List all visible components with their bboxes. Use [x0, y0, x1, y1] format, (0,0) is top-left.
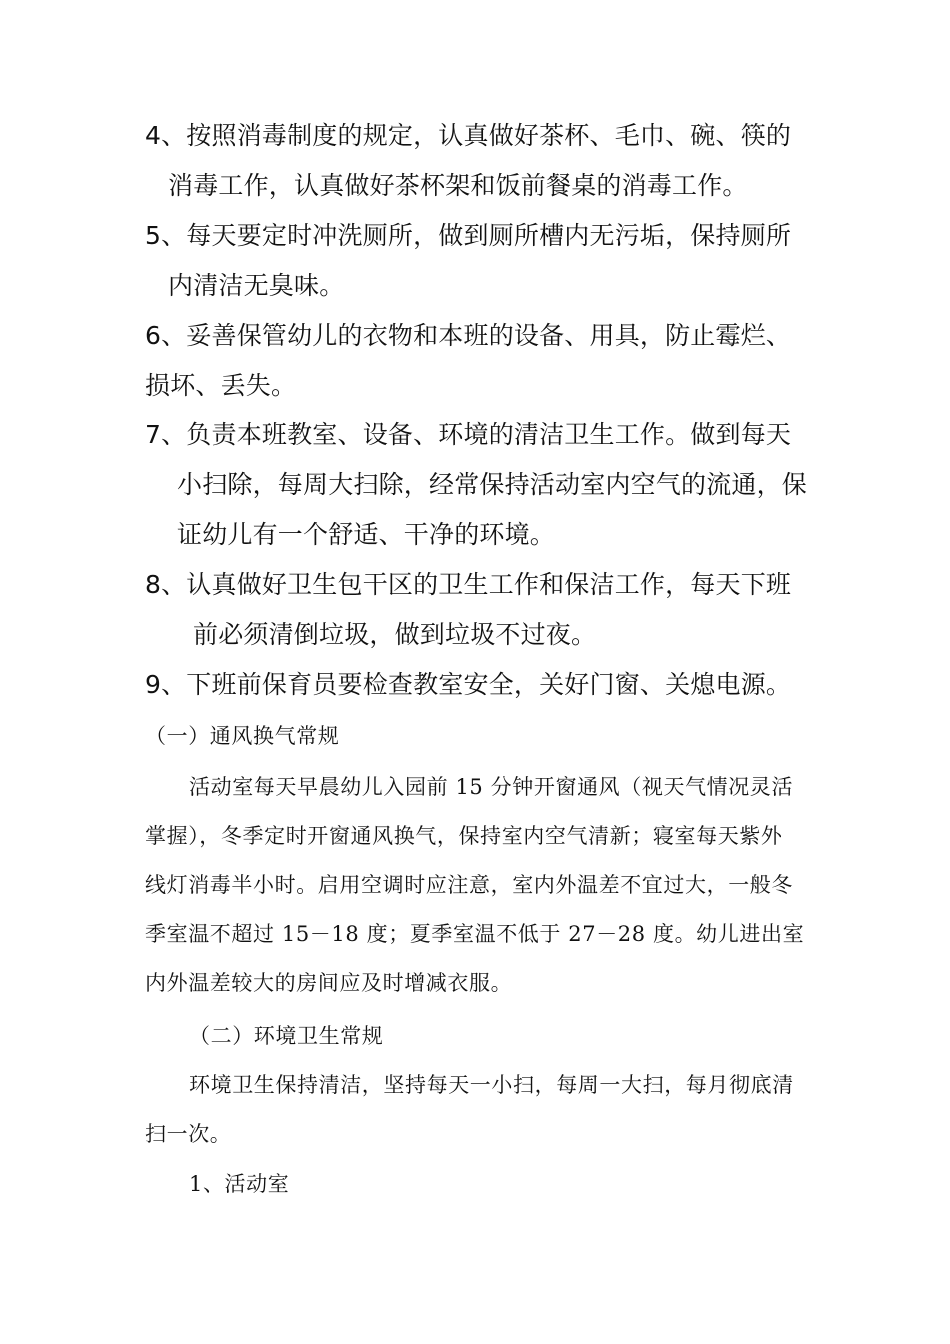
item-7-line-2: 小扫除，每周大扫除，经常保持活动室内空气的流通，保: [177, 470, 808, 499]
ventilation-paragraph-line-5: 内外温差较大的房间应及时增减衣服。: [145, 971, 513, 995]
ventilation-paragraph-line-3: 线灯消毒半小时。启用空调时应注意，室内外温差不宜过大，一般冬: [145, 873, 793, 897]
ventilation-paragraph-line-4: 季室温不超过 15－18 度；夏季室温不低于 27－28 度。幼儿进出室: [145, 922, 805, 946]
item-7-line-1: 7、负责本班教室、设备、环境的清洁卫生工作。做到每天: [145, 420, 792, 449]
section-environment-heading: （二）环境卫生常规: [189, 1024, 384, 1048]
item-8-line-2: 前必须清倒垃圾，做到垃圾不过夜。: [193, 620, 597, 649]
environment-paragraph-line-2: 扫一次。: [145, 1122, 232, 1146]
item-6-line-1: 6、妥善保管幼儿的衣物和本班的设备、用具，防止霉烂、: [145, 321, 792, 350]
ventilation-paragraph-line-2: 掌握），冬季定时开窗通风换气，保持室内空气清新；寝室每天紫外: [145, 824, 783, 848]
item-4-line-1: 4、按照消毒制度的规定，认真做好茶杯、毛巾、碗、筷的: [145, 121, 792, 150]
item-6-line-2: 损坏、丢失。: [145, 371, 297, 400]
item-7-line-3: 证幼儿有一个舒适、干净的环境。: [177, 520, 556, 549]
item-9-line-1: 9、下班前保育员要检查教室安全，关好门窗、关熄电源。: [145, 670, 792, 699]
subsection-activity-room-heading: 1、活动室: [189, 1172, 290, 1196]
environment-paragraph-line-1: 环境卫生保持清洁，坚持每天一小扫，每周一大扫，每月彻底清: [189, 1073, 794, 1097]
item-8-line-1: 8、认真做好卫生包干区的卫生工作和保洁工作，每天下班: [145, 570, 792, 599]
item-4-line-2: 消毒工作，认真做好茶杯架和饭前餐桌的消毒工作。: [168, 171, 748, 200]
section-ventilation-heading: （一）通风换气常规: [145, 724, 340, 748]
ventilation-paragraph-line-1: 活动室每天早晨幼儿入园前 15 分钟开窗通风（视天气情况灵活: [189, 775, 794, 799]
item-5-line-1: 5、每天要定时冲洗厕所，做到厕所槽内无污垢，保持厕所: [145, 221, 792, 250]
item-5-line-2: 内清洁无臭味。: [168, 271, 345, 300]
